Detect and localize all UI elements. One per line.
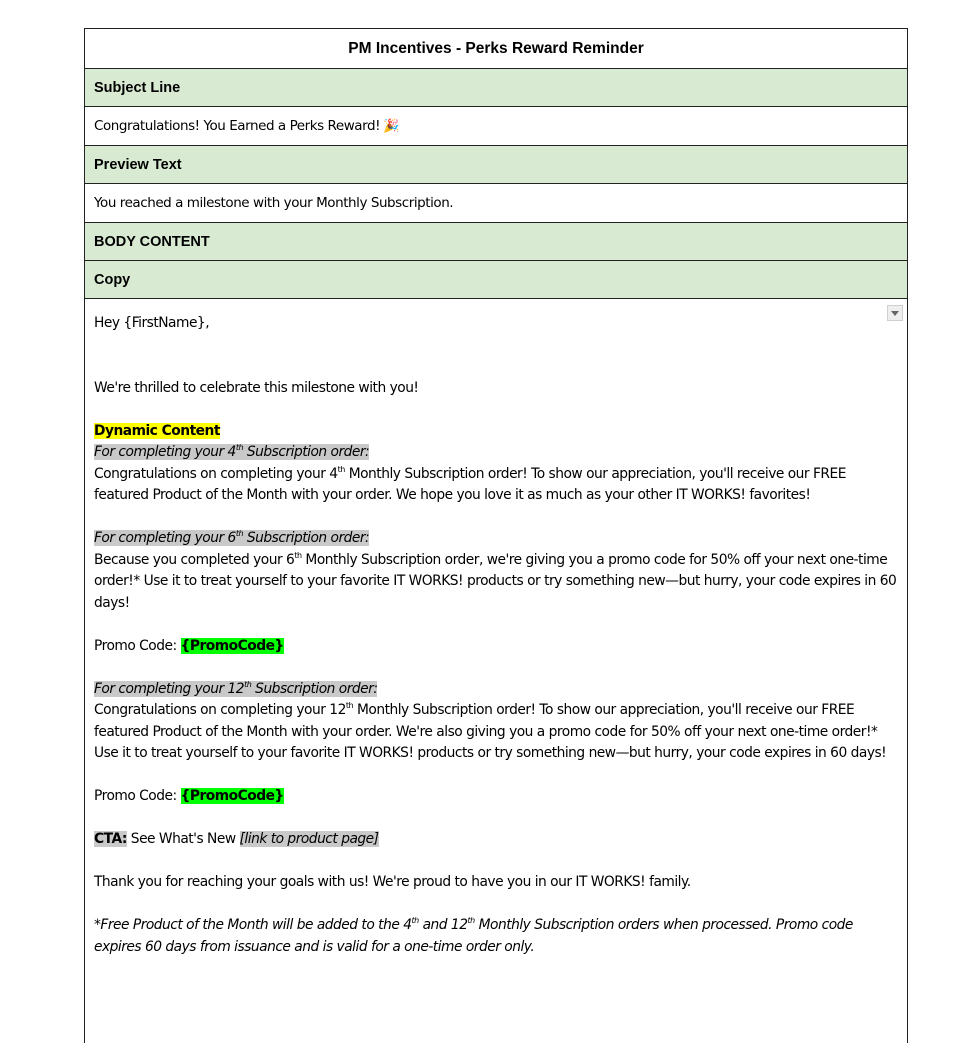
subject-line-header: Subject Line: [85, 69, 907, 107]
intro-text: We're thrilled to celebrate this milestone with you!: [94, 379, 419, 396]
subject-line-text: Congratulations! You Earned a Perks Reward!: [94, 118, 381, 134]
promo-code-placeholder: {PromoCode}: [180, 637, 284, 654]
section-heading-12th: For completing your 12th Subscription order:: [94, 679, 378, 697]
dropdown-button[interactable]: [887, 305, 903, 321]
section-heading-4th: For completing your 4th Subscription order:: [94, 443, 370, 460]
section-text-4th: Congratulations on completing your 4th Monthly Subscription order! To show our appreciation, you'll receive our FREE featured Product of the Month with your order. We hope you love it as much as your other IT WORKS! favorites!: [94, 464, 846, 503]
dynamic-content-label: Dynamic Content: [94, 422, 220, 439]
section-text-12th: Congratulations on completing your 12th Monthly Subscription order! To show our appreciation, you'll receive our FREE featured Product of the Month with your order. We're also giving you a promo code for 50% off your next one-time order!* Use it to treat yourself to your favorite IT WORKS! products or try something new—but hurry, your code expires in 60 days!: [94, 701, 887, 761]
disclaimer-text: *Free Product of the Month will be added to the 4th and 12th Monthly Subscription orders when processed. Promo code expires 60 days from issuance and is valid for a one-time order only.: [94, 916, 853, 955]
preview-text-header: Preview Text: [85, 146, 907, 184]
chevron-down-icon: [891, 311, 899, 316]
preview-text-value[interactable]: You reached a milestone with your Monthly Subscription.: [85, 184, 907, 223]
section-text-6th: Because you completed your 6th Monthly Subscription order, we're giving you a promo code for 50% off your next one-time order!* Use it to treat yourself to your favorite IT WORKS! products or try something new—but hurry, your code expires in 60 days!: [94, 550, 897, 611]
email-brief-table: [84, 28, 908, 1043]
document-title: PM Incentives - Perks Reward Reminder: [85, 29, 907, 69]
copy-header: Copy: [85, 261, 907, 299]
body-content-header: BODY CONTENT: [85, 223, 907, 261]
thank-you-text: Thank you for reaching your goals with us! We're proud to have you in our IT WORKS! family.: [94, 874, 691, 890]
body-copy-cell[interactable]: [85, 299, 907, 1043]
section-heading-6th: For completing your 6th Subscription order:: [94, 529, 370, 546]
cta-label: CTA:: [94, 831, 127, 847]
subject-line-value[interactable]: [85, 107, 907, 146]
greeting: Hey {FirstName},: [94, 315, 210, 331]
promo-code-placeholder: {PromoCode}: [180, 788, 284, 804]
cta-line: [94, 829, 898, 851]
cta-text: See What's New: [126, 831, 240, 847]
promo-code-line-12th: Promo Code: {PromoCode}: [94, 788, 284, 804]
promo-code-line-6th: Promo Code: {PromoCode}: [94, 637, 284, 654]
cta-link-placeholder[interactable]: [link to product page]: [239, 831, 379, 847]
party-popper-icon: 🎉: [383, 118, 399, 134]
